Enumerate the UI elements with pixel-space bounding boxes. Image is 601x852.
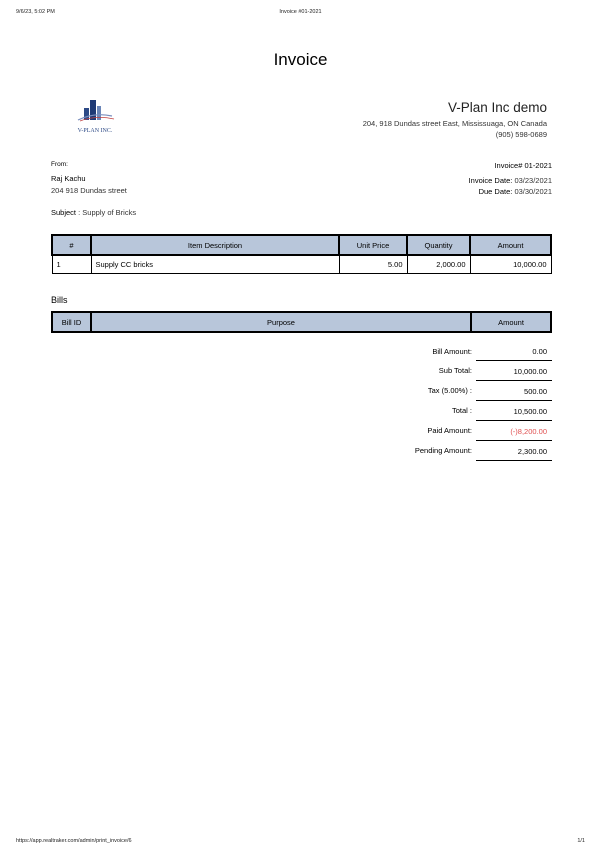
col-header-number: # xyxy=(52,235,91,255)
divider xyxy=(476,360,552,361)
print-doc-title: Invoice #01-2021 xyxy=(279,9,322,15)
paid-amount-label: Paid Amount: xyxy=(427,426,472,435)
print-datetime: 9/6/23, 5:02 PM xyxy=(16,9,55,15)
divider xyxy=(476,440,552,441)
tax-value: 500.00 xyxy=(524,387,547,396)
invoice-number: Invoice# 01-2021 xyxy=(494,161,552,170)
tax-label: Tax (5.00%) : xyxy=(427,386,472,395)
paid-amount-value: (-)8,200.00 xyxy=(510,427,547,436)
divider xyxy=(476,460,552,461)
col-header-unit-price: Unit Price xyxy=(339,235,407,255)
company-phone: (905) 598-0689 xyxy=(495,130,547,139)
total-label: Total : xyxy=(451,406,472,415)
print-url: https://app.realtraker.com/admin/print_invoice/6 xyxy=(16,838,132,844)
invoice-date-label: Invoice Date: xyxy=(468,176,513,185)
col-header-description: Item Description xyxy=(91,235,339,255)
cell-amount: 10,000.00 xyxy=(470,255,551,274)
divider xyxy=(476,420,552,421)
sub-total-value: 10,000.00 xyxy=(513,367,547,376)
col-header-bill-amount: Amount xyxy=(471,312,551,332)
page-title: Invoice xyxy=(273,50,328,69)
subject-label: Subject xyxy=(51,208,77,217)
bills-title: Bills xyxy=(51,295,68,305)
col-header-quantity: Quantity xyxy=(407,235,470,255)
sub-total-label: Sub Total: xyxy=(438,366,472,375)
cell-quantity: 2,000.00 xyxy=(407,255,470,274)
subject-row: Subject : Supply of Bricks xyxy=(51,208,137,217)
bill-amount-value: 0.00 xyxy=(532,347,547,356)
pending-amount-label: Pending Amount: xyxy=(414,446,472,455)
subject-value: Supply of Bricks xyxy=(82,208,137,217)
company-name: V-Plan Inc demo xyxy=(447,100,547,115)
print-page-number: 1/1 xyxy=(577,838,585,844)
bills-table xyxy=(51,311,552,333)
col-header-purpose: Purpose xyxy=(91,312,471,332)
cell-number: 1 xyxy=(52,255,91,274)
col-header-amount: Amount xyxy=(470,235,551,255)
from-address: 204 918 Dundas street xyxy=(51,186,127,195)
due-date-label: Due Date: xyxy=(478,187,513,196)
invoice-date-row xyxy=(469,176,552,185)
due-date-row xyxy=(479,187,552,196)
divider xyxy=(476,380,552,381)
logo-text: V-PLAN INC. xyxy=(77,128,113,134)
pending-amount-value: 2,300.00 xyxy=(517,447,547,456)
from-label: From: xyxy=(51,161,68,168)
bills-header-row xyxy=(52,312,551,332)
from-name: Raj Kachu xyxy=(51,174,86,183)
bill-amount-label: Bill Amount: xyxy=(432,347,472,356)
company-logo xyxy=(70,98,120,132)
cell-unit-price: 5.00 xyxy=(339,255,407,274)
cell-description: Supply CC bricks xyxy=(91,255,339,274)
invoice-date-value: 03/23/2021 xyxy=(514,176,552,185)
company-address: 204, 918 Dundas street East, Mississuaga, ON Canada xyxy=(362,119,547,128)
logo-building-icon xyxy=(70,98,120,122)
total-value: 10,500.00 xyxy=(513,407,547,416)
table-row xyxy=(52,255,551,274)
divider xyxy=(476,400,552,401)
items-table xyxy=(51,234,552,274)
col-header-bill-id: Bill ID xyxy=(52,312,91,332)
items-header-row xyxy=(52,235,551,255)
due-date-value: 03/30/2021 xyxy=(514,187,552,196)
